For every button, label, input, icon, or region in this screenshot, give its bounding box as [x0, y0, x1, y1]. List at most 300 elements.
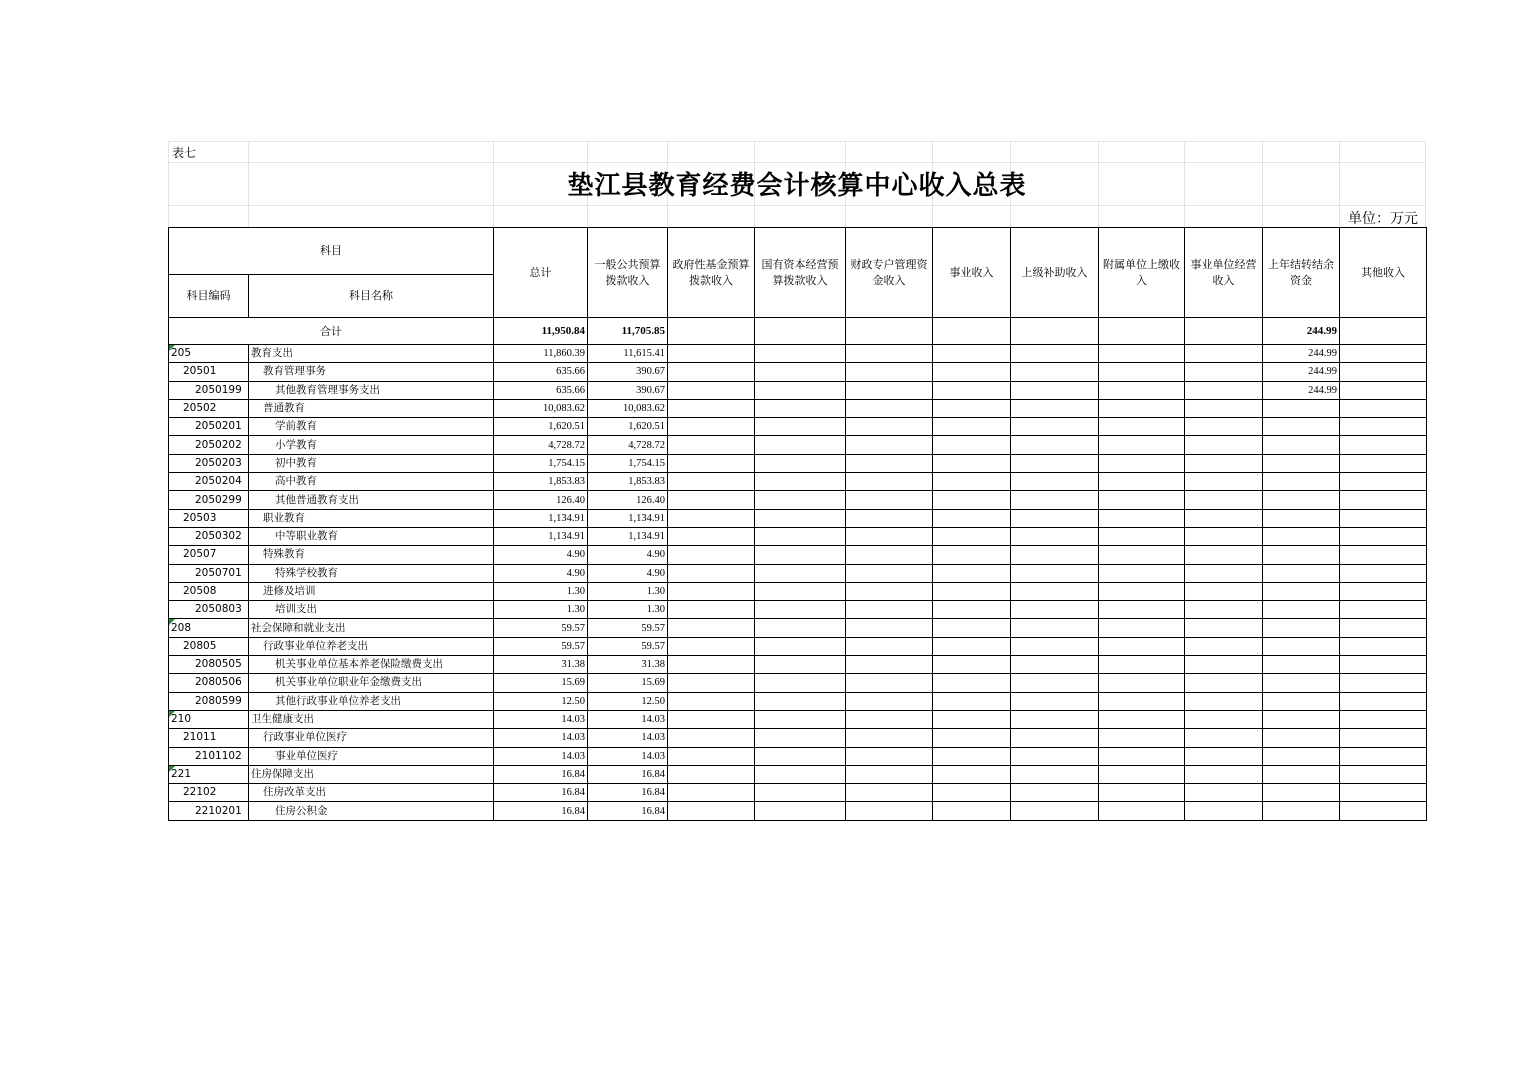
- amount-cell: [668, 692, 755, 710]
- subject-name-cell: 社会保障和就业支出: [249, 619, 494, 637]
- amount-cell: [933, 710, 1011, 728]
- table-row: [169, 710, 1427, 728]
- amount-cell: [1099, 418, 1185, 436]
- amount-cell: [1099, 765, 1185, 783]
- amount-cell: [846, 656, 933, 674]
- amount-cell: [755, 491, 846, 509]
- subject-code-cell: 2210201: [169, 802, 249, 820]
- amount-cell: 1.30: [494, 582, 588, 600]
- amount-cell: 390.67: [588, 363, 668, 381]
- amount-cell: [846, 381, 933, 399]
- amount-cell: [755, 582, 846, 600]
- amount-cell: [1340, 784, 1427, 802]
- amount-cell: [755, 399, 846, 417]
- amount-cell: [1340, 546, 1427, 564]
- amount-cell: [755, 802, 846, 820]
- amount-cell: [1263, 527, 1340, 545]
- amount-cell: [1340, 345, 1427, 363]
- amount-cell: [755, 729, 846, 747]
- amount-cell: 390.67: [588, 381, 668, 399]
- amount-cell: 4,728.72: [588, 436, 668, 454]
- amount-cell: [1340, 637, 1427, 655]
- amount-cell: [933, 546, 1011, 564]
- amount-cell: [668, 473, 755, 491]
- amount-cell: [668, 747, 755, 765]
- amount-cell: [1263, 729, 1340, 747]
- amount-cell: [1185, 546, 1263, 564]
- amount-cell: [755, 546, 846, 564]
- amount-cell: [1340, 399, 1427, 417]
- subject-code-cell: 20502: [169, 399, 249, 417]
- amount-cell: [1263, 784, 1340, 802]
- amount-cell: [668, 601, 755, 619]
- amount-cell: [1011, 381, 1099, 399]
- amount-cell: [1340, 418, 1427, 436]
- sheet-label: 表七: [172, 146, 197, 160]
- amount-cell: [933, 582, 1011, 600]
- header-gov-fund: 政府性基金预算拨款收入: [668, 228, 755, 318]
- amount-cell: [755, 509, 846, 527]
- amount-cell: [1185, 473, 1263, 491]
- amount-cell: [933, 527, 1011, 545]
- amount-cell: 10,083.62: [494, 399, 588, 417]
- amount-cell: [933, 784, 1011, 802]
- header-other-income: 其他收入: [1340, 228, 1427, 318]
- table-row: [169, 729, 1427, 747]
- amount-cell: [933, 454, 1011, 472]
- amount-cell: [1011, 345, 1099, 363]
- amount-cell: [755, 436, 846, 454]
- amount-cell: [846, 747, 933, 765]
- amount-cell: [1011, 656, 1099, 674]
- amount-cell: [1185, 399, 1263, 417]
- amount-cell: 14.03: [494, 729, 588, 747]
- amount-cell: 15.69: [588, 674, 668, 692]
- amount-cell: 14.03: [588, 710, 668, 728]
- subject-name-cell: 初中教育: [249, 454, 494, 472]
- amount-cell: [846, 601, 933, 619]
- amount-cell: [1185, 436, 1263, 454]
- amount-cell: [933, 381, 1011, 399]
- subject-code-cell: 20507: [169, 546, 249, 564]
- amount-cell: [755, 381, 846, 399]
- amount-cell: [1099, 546, 1185, 564]
- subject-name-cell: 行政事业单位养老支出: [249, 637, 494, 655]
- table-row: [169, 399, 1427, 417]
- amount-cell: [1263, 656, 1340, 674]
- amount-cell: [668, 619, 755, 637]
- subject-name-cell: 普通教育: [249, 399, 494, 417]
- amount-cell: [668, 710, 755, 728]
- amount-cell: [755, 564, 846, 582]
- amount-cell: [1263, 582, 1340, 600]
- subject-name-cell: 职业教育: [249, 509, 494, 527]
- subject-code-cell: 210: [169, 710, 249, 728]
- amount-cell: 16.84: [494, 765, 588, 783]
- table-row: [169, 637, 1427, 655]
- table-row: [169, 619, 1427, 637]
- amount-cell: 1,134.91: [588, 527, 668, 545]
- table-row: [169, 418, 1427, 436]
- amount-cell: [933, 601, 1011, 619]
- amount-cell: [1340, 674, 1427, 692]
- amount-cell: [668, 399, 755, 417]
- amount-cell: 1.30: [494, 601, 588, 619]
- subject-code-cell: 2050302: [169, 527, 249, 545]
- subject-code-cell: 208: [169, 619, 249, 637]
- subject-name-cell: 进修及培训: [249, 582, 494, 600]
- subject-code-cell: 2050701: [169, 564, 249, 582]
- table-row: [169, 491, 1427, 509]
- amount-cell: [668, 729, 755, 747]
- amount-cell: 126.40: [588, 491, 668, 509]
- header-general-budget: 一般公共预算拨款收入: [588, 228, 668, 318]
- amount-cell: [846, 765, 933, 783]
- table-row: [169, 509, 1427, 527]
- amount-cell: [755, 765, 846, 783]
- amount-cell: [1340, 436, 1427, 454]
- amount-cell: [1099, 601, 1185, 619]
- amount-cell: 14.03: [494, 747, 588, 765]
- total-row: [169, 318, 1427, 345]
- amount-cell: [933, 619, 1011, 637]
- amount-cell: [1011, 765, 1099, 783]
- subject-code-cell: 205: [169, 345, 249, 363]
- amount-cell: 10,083.62: [588, 399, 668, 417]
- total-cell: [668, 318, 755, 345]
- amount-cell: [933, 802, 1011, 820]
- amount-cell: 16.84: [494, 802, 588, 820]
- amount-cell: [755, 473, 846, 491]
- subject-code-cell: 2050299: [169, 491, 249, 509]
- amount-cell: [1263, 637, 1340, 655]
- amount-cell: [1099, 436, 1185, 454]
- header-special-account: 财政专户管理资金收入: [846, 228, 933, 318]
- amount-cell: 1,853.83: [588, 473, 668, 491]
- amount-cell: [668, 381, 755, 399]
- subject-name-cell: 特殊教育: [249, 546, 494, 564]
- amount-cell: [1340, 747, 1427, 765]
- table-row: [169, 473, 1427, 491]
- amount-cell: [1099, 527, 1185, 545]
- amount-cell: [846, 784, 933, 802]
- amount-cell: [1340, 619, 1427, 637]
- subject-name-cell: 小学教育: [249, 436, 494, 454]
- amount-cell: [1099, 729, 1185, 747]
- amount-cell: [755, 619, 846, 637]
- amount-cell: [933, 674, 1011, 692]
- amount-cell: [668, 418, 755, 436]
- amount-cell: [1263, 418, 1340, 436]
- amount-cell: [755, 418, 846, 436]
- header-total: 总计: [494, 228, 588, 318]
- amount-cell: 11,615.41: [588, 345, 668, 363]
- subject-name-cell: 机关事业单位基本养老保险缴费支出: [249, 656, 494, 674]
- amount-cell: [933, 656, 1011, 674]
- amount-cell: 15.69: [494, 674, 588, 692]
- amount-cell: [755, 674, 846, 692]
- amount-cell: [1263, 802, 1340, 820]
- amount-cell: [668, 637, 755, 655]
- amount-cell: [668, 674, 755, 692]
- subject-code-cell: 2050201: [169, 418, 249, 436]
- subject-name-cell: 其他行政事业单位养老支出: [249, 692, 494, 710]
- header-subject: 科目: [169, 228, 494, 275]
- amount-cell: [1185, 729, 1263, 747]
- amount-cell: [1011, 710, 1099, 728]
- amount-cell: [668, 454, 755, 472]
- amount-cell: [668, 436, 755, 454]
- table-row: [169, 802, 1427, 820]
- amount-cell: [1011, 454, 1099, 472]
- subject-name-cell: 事业单位医疗: [249, 747, 494, 765]
- amount-cell: [846, 582, 933, 600]
- amount-cell: [668, 765, 755, 783]
- amount-cell: 635.66: [494, 363, 588, 381]
- subject-code-cell: 2080505: [169, 656, 249, 674]
- header-operating-income: 事业单位经营收入: [1185, 228, 1263, 318]
- amount-cell: [755, 601, 846, 619]
- amount-cell: [755, 747, 846, 765]
- amount-cell: [846, 418, 933, 436]
- amount-cell: [1340, 802, 1427, 820]
- amount-cell: [1099, 637, 1185, 655]
- amount-cell: [1340, 363, 1427, 381]
- amount-cell: 1.30: [588, 601, 668, 619]
- amount-cell: [1011, 729, 1099, 747]
- amount-cell: [1263, 674, 1340, 692]
- amount-cell: [1185, 601, 1263, 619]
- amount-cell: [1340, 509, 1427, 527]
- table-row: [169, 363, 1427, 381]
- amount-cell: [1263, 692, 1340, 710]
- amount-cell: 1,620.51: [588, 418, 668, 436]
- total-label: 合计: [169, 318, 494, 345]
- subject-name-cell: 住房改革支出: [249, 784, 494, 802]
- header-state-capital: 国有资本经营预算拨款收入: [755, 228, 846, 318]
- amount-cell: 16.84: [588, 784, 668, 802]
- amount-cell: 31.38: [588, 656, 668, 674]
- amount-cell: 12.50: [588, 692, 668, 710]
- amount-cell: [933, 399, 1011, 417]
- amount-cell: [1185, 582, 1263, 600]
- amount-cell: [846, 802, 933, 820]
- subject-code-cell: 20805: [169, 637, 249, 655]
- amount-cell: [846, 546, 933, 564]
- subject-code-cell: 21011: [169, 729, 249, 747]
- amount-cell: [933, 765, 1011, 783]
- header-superior-subsidy: 上级补助收入: [1011, 228, 1099, 318]
- subject-name-cell: 教育管理事务: [249, 363, 494, 381]
- amount-cell: [755, 637, 846, 655]
- amount-cell: [1185, 418, 1263, 436]
- table-row: [169, 692, 1427, 710]
- subject-code-cell: 20508: [169, 582, 249, 600]
- amount-cell: [1185, 765, 1263, 783]
- amount-cell: 31.38: [494, 656, 588, 674]
- amount-cell: 16.84: [494, 784, 588, 802]
- subject-code-cell: 2101102: [169, 747, 249, 765]
- total-cell: [1099, 318, 1185, 345]
- subject-name-cell: 特殊学校教育: [249, 564, 494, 582]
- total-cell: [1340, 318, 1427, 345]
- amount-cell: [1011, 674, 1099, 692]
- total-cell: [933, 318, 1011, 345]
- subject-name-cell: 住房公积金: [249, 802, 494, 820]
- amount-cell: [1011, 509, 1099, 527]
- amount-cell: [1263, 619, 1340, 637]
- amount-cell: [1340, 381, 1427, 399]
- amount-cell: [1263, 454, 1340, 472]
- amount-cell: [846, 692, 933, 710]
- amount-cell: 4.90: [588, 546, 668, 564]
- amount-cell: 1,134.91: [494, 527, 588, 545]
- subject-name-cell: 培训支出: [249, 601, 494, 619]
- amount-cell: [1099, 692, 1185, 710]
- amount-cell: 635.66: [494, 381, 588, 399]
- amount-cell: [1099, 674, 1185, 692]
- table-row: [169, 454, 1427, 472]
- table-row: [169, 656, 1427, 674]
- amount-cell: [755, 527, 846, 545]
- amount-cell: [1340, 601, 1427, 619]
- amount-cell: [668, 656, 755, 674]
- header-affiliated-income: 附属单位上缴收入: [1099, 228, 1185, 318]
- amount-cell: 14.03: [588, 729, 668, 747]
- amount-cell: [1340, 582, 1427, 600]
- total-cell: [755, 318, 846, 345]
- amount-cell: 244.99: [1263, 381, 1340, 399]
- amount-cell: [1011, 582, 1099, 600]
- amount-cell: [1099, 656, 1185, 674]
- subject-name-cell: 机关事业单位职业年金缴费支出: [249, 674, 494, 692]
- subject-name-cell: 中等职业教育: [249, 527, 494, 545]
- amount-cell: [846, 729, 933, 747]
- amount-cell: [1011, 619, 1099, 637]
- amount-cell: [668, 784, 755, 802]
- subject-code-cell: 2050199: [169, 381, 249, 399]
- amount-cell: [933, 692, 1011, 710]
- subject-code-cell: 2080506: [169, 674, 249, 692]
- header-carryover: 上年结转结余资金: [1263, 228, 1340, 318]
- amount-cell: [755, 710, 846, 728]
- subject-code-cell: 2050203: [169, 454, 249, 472]
- table-row: [169, 765, 1427, 783]
- amount-cell: [846, 473, 933, 491]
- amount-cell: [933, 509, 1011, 527]
- table-row: [169, 546, 1427, 564]
- subject-name-cell: 住房保障支出: [249, 765, 494, 783]
- amount-cell: [933, 564, 1011, 582]
- amount-cell: [1340, 473, 1427, 491]
- amount-cell: [1185, 363, 1263, 381]
- amount-cell: [1099, 345, 1185, 363]
- amount-cell: [1099, 747, 1185, 765]
- table-row: [169, 564, 1427, 582]
- amount-cell: [846, 399, 933, 417]
- amount-cell: [1185, 692, 1263, 710]
- amount-cell: [1185, 619, 1263, 637]
- amount-cell: [933, 637, 1011, 655]
- amount-cell: [755, 692, 846, 710]
- amount-cell: [1011, 747, 1099, 765]
- amount-cell: [1011, 399, 1099, 417]
- table-row: [169, 601, 1427, 619]
- total-cell: [1011, 318, 1099, 345]
- amount-cell: [668, 564, 755, 582]
- table-row: [169, 381, 1427, 399]
- amount-cell: [668, 509, 755, 527]
- amount-cell: [1011, 418, 1099, 436]
- amount-cell: [1185, 345, 1263, 363]
- amount-cell: [846, 491, 933, 509]
- amount-cell: [668, 527, 755, 545]
- amount-cell: [1340, 564, 1427, 582]
- amount-cell: [1099, 582, 1185, 600]
- amount-cell: [1099, 363, 1185, 381]
- amount-cell: 11,860.39: [494, 345, 588, 363]
- amount-cell: [1099, 802, 1185, 820]
- header-name: 科目名称: [249, 275, 494, 318]
- amount-cell: [755, 656, 846, 674]
- amount-cell: 16.84: [588, 802, 668, 820]
- amount-cell: [1263, 509, 1340, 527]
- income-summary-table: [168, 227, 1427, 821]
- table-body: [169, 345, 1427, 821]
- subject-name-cell: 其他普通教育支出: [249, 491, 494, 509]
- total-cell: [1185, 318, 1263, 345]
- amount-cell: 126.40: [494, 491, 588, 509]
- amount-cell: [1011, 363, 1099, 381]
- amount-cell: [1011, 436, 1099, 454]
- amount-cell: [1340, 454, 1427, 472]
- header-code: 科目编码: [169, 275, 249, 318]
- subject-name-cell: 卫生健康支出: [249, 710, 494, 728]
- amount-cell: [1099, 454, 1185, 472]
- amount-cell: [1011, 546, 1099, 564]
- amount-cell: [846, 454, 933, 472]
- amount-cell: [933, 491, 1011, 509]
- amount-cell: [846, 710, 933, 728]
- amount-cell: [1011, 802, 1099, 820]
- amount-cell: [933, 418, 1011, 436]
- amount-cell: 14.03: [588, 747, 668, 765]
- amount-cell: [933, 436, 1011, 454]
- subject-code-cell: 2050803: [169, 601, 249, 619]
- table-row: [169, 527, 1427, 545]
- amount-cell: [1263, 747, 1340, 765]
- amount-cell: [1099, 399, 1185, 417]
- amount-cell: [933, 729, 1011, 747]
- amount-cell: [1185, 454, 1263, 472]
- subject-name-cell: 教育支出: [249, 345, 494, 363]
- amount-cell: [1185, 381, 1263, 399]
- table-row: [169, 747, 1427, 765]
- amount-cell: [846, 637, 933, 655]
- amount-cell: [1263, 564, 1340, 582]
- subject-code-cell: 2050204: [169, 473, 249, 491]
- total-cell: 244.99: [1263, 318, 1340, 345]
- subject-code-cell: 2080599: [169, 692, 249, 710]
- amount-cell: [1185, 637, 1263, 655]
- subject-code-cell: 221: [169, 765, 249, 783]
- amount-cell: [668, 345, 755, 363]
- amount-cell: 14.03: [494, 710, 588, 728]
- subject-name-cell: 行政事业单位医疗: [249, 729, 494, 747]
- subject-name-cell: 其他教育管理事务支出: [249, 381, 494, 399]
- amount-cell: [846, 619, 933, 637]
- amount-cell: [1340, 692, 1427, 710]
